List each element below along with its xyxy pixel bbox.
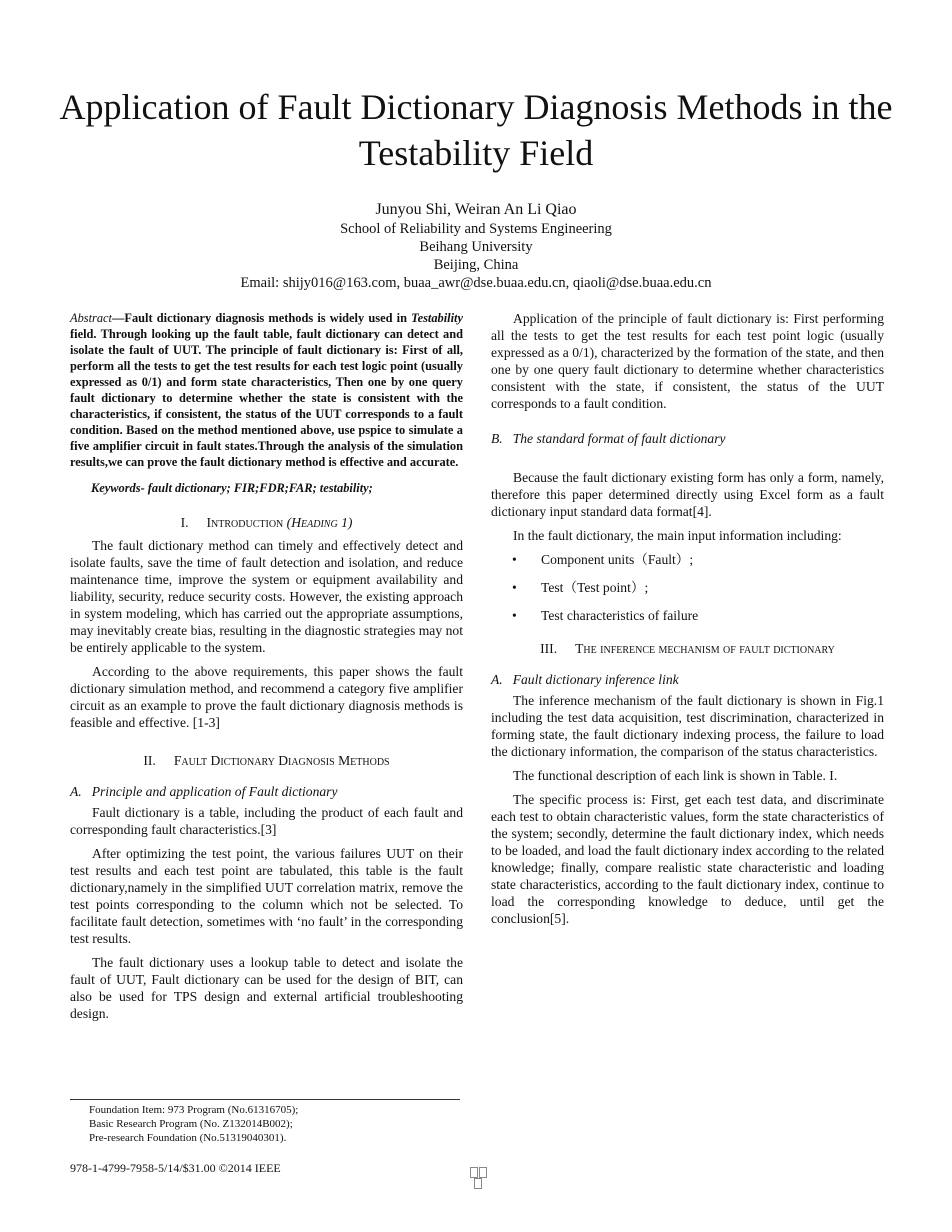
- section2a-paragraph-2: After optimizing the test point, the various failures UUT on their test results and each test point are tabulated, this table is the fault dictionary,namely in the simplified UUT correlation matrix, remove the test points corresponding to the column which not be selected. To facilitate fault detection, sometimes with ‘no fault’ in the corresponding test results.: [70, 846, 463, 946]
- list-item: • Component units（Fault）;: [512, 552, 694, 567]
- author-names: Junyou Shi, Weiran An Li Qiao: [375, 201, 577, 218]
- abstract-dash: —: [112, 311, 125, 325]
- abstract: [70, 310, 463, 470]
- author-location: Beijing, China: [433, 257, 519, 273]
- author-block: [40, 200, 912, 292]
- copyright-line: 978-1-4799-7958-5/14/$31.00 ©2014 IEEE: [70, 1161, 281, 1175]
- bullet-icon: •: [512, 608, 517, 623]
- section2b-paragraph-1: Because the fault dictionary existing form has only a form, namely, therefore this paper determined directly using Excel form as a fault dictionary input standard data format[4].: [491, 470, 884, 519]
- right-column: [491, 293, 884, 934]
- page-number-glyphs-icon: [466, 1167, 490, 1179]
- footnote: Foundation Item: 973 Program (No.61316705);: [89, 1104, 299, 1116]
- subsection-heading-2a: A. Principle and application of Fault dictionary: [70, 784, 338, 799]
- section-heading-2: II. Fault Dictionary Diagnosis Methods: [143, 753, 390, 768]
- list-item: • Test（Test point）;: [512, 580, 649, 595]
- section2a-paragraph-3: The fault dictionary uses a lookup table to detect and isolate the fault of UUT, Fault dictionary can be used for the design of BIT, can also be used for TPS design and external artificial troubleshooting design.: [70, 955, 463, 1021]
- section2b-paragraph-2: In the fault dictionary, the main input information including:: [513, 528, 842, 543]
- intro-paragraph-2: According to the above requirements, this paper shows the fault dictionary simulation method, and recommend a category five amplifier circuit as an example to prove the fault dictionary diagnosis methods is feasible and effective. [1-3]: [70, 664, 463, 730]
- continuation-spacer: [491, 293, 884, 310]
- subsection-heading-3a: A. Fault dictionary inference link: [491, 672, 679, 687]
- abstract-text-a: Fault dictionary diagnosis methods is widely used in: [124, 311, 412, 325]
- subsection-heading-2b: B. The standard format of fault dictionary: [491, 431, 726, 446]
- section2a-paragraph-4: Application of the principle of fault dictionary is: First performing all the tests to get the test results for each test point logic (usually expressed as a 0/1), characterized by the formation of the state, and then one by one query fault dictionary to determine whether characteristics consistent with the state, if consistent, the status of the UUT corresponds to a fault condition.: [491, 311, 884, 411]
- author-university: Beihang University: [419, 239, 533, 255]
- section-heading-3: III. The inference mechanism of fault dictionary: [540, 641, 835, 656]
- section2a-paragraph-1: Fault dictionary is a table, including the product of each fault and corresponding fault characteristics.[3]: [70, 805, 463, 837]
- bullet-icon: •: [512, 580, 517, 595]
- abstract-italic-word: Testability: [411, 311, 463, 325]
- footnote: Pre-research Foundation (No.51319040301).: [89, 1132, 287, 1144]
- left-column: [70, 310, 463, 1022]
- footnote: Basic Research Program (No. Z132014B002);: [89, 1118, 293, 1130]
- intro-paragraph-1: The fault dictionary method can timely and effectively detect and isolate faults, save the time of fault detection and isolation, and reduce maintenance time, improve the system or equipment availability and liability, security, reduce security costs. However, the existing approach in system modeling, which has carried out the appropriate assumptions, may inevitably create bias, resulting in the diagnostic strategies may not be entirely applicable to the system.: [70, 538, 463, 655]
- bullet-icon: •: [512, 552, 517, 567]
- section3a-paragraph-2: The functional description of each link is shown in Table. I.: [513, 768, 838, 783]
- input-info-list: [491, 551, 884, 624]
- footnotes: [89, 1103, 298, 1145]
- abstract-text-b: field. Through looking up the fault table, fault dictionary can detect and isolate the fault of UUT. The principle of fault dictionary is: First of all, perform all the tests to get the test results for each test logic point (usually expressed as 0/1) and form state characteristics, Then one by one query fault dictionary to determine whether the state is consistent with the characteristics, if consistent, the status of the UUT corresponds to a fault condition. Based on the method mentioned above, use pspice to simulate a five amplifier circuit in fault states.Through the analysis of the simulation results,we can prove the fault dictionary method is effective and accurate.: [70, 327, 463, 469]
- section3a-paragraph-3: The specific process is: First, get each test data, and discriminate each test to obtain characteristic values, form the state characteristics of the system; secondly, determine the fault dictionary index, which needs to be loaded, and load the fault dictionary index according to the related knowledge; finally, compare realistic state characteristic and loading state characteristics, according to the fault dictionary index, continue to load the corresponding knowledge to deduce, until get the conclusion[5].: [491, 792, 884, 926]
- author-affiliation: School of Reliability and Systems Engineering: [340, 221, 612, 237]
- keywords: Keywords- fault dictionary; FIR;FDR;FAR; testability;: [91, 481, 373, 495]
- paper-title: Application of Fault Dictionary Diagnosis Methods in the Testability Field: [59, 87, 893, 173]
- abstract-label: Abstract: [70, 311, 112, 325]
- list-item: • Test characteristics of failure: [512, 608, 699, 623]
- section3a-paragraph-1: The inference mechanism of the fault dictionary is shown in Fig.1 including the test data acquisition, test discrimination, characterized in forming state, the fault dictionary indexing process, the failure to load the dictionary information, the comparison of the status characteristics.: [491, 693, 884, 759]
- section-heading-1: I. Introduction (Heading 1): [180, 515, 353, 530]
- author-email: Email: shijy016@163.com, buaa_awr@dse.buaa.edu.cn, qiaoli@dse.buaa.edu.cn: [240, 275, 712, 291]
- footnote-divider: [70, 1099, 460, 1100]
